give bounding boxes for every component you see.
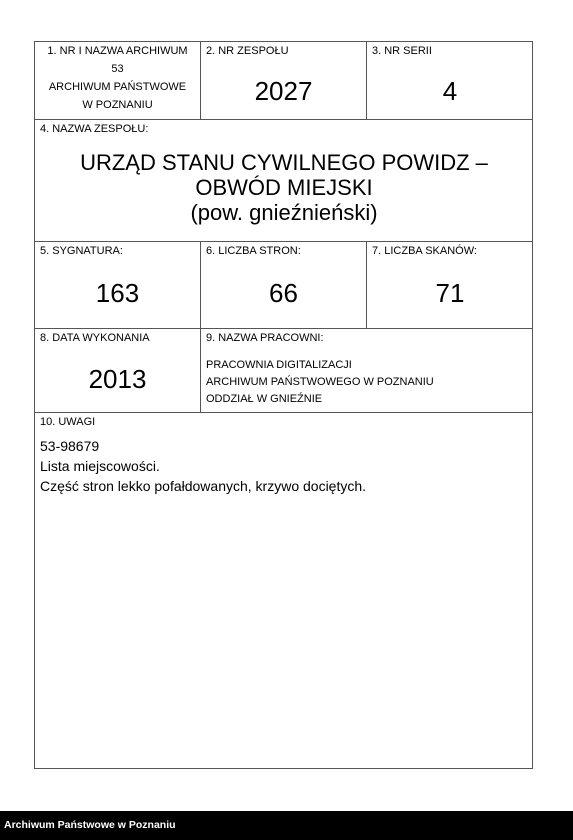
fonds-number-label: 2. NR ZESPOŁU — [206, 45, 289, 57]
scan-count-label: 7. LICZBA SKANÓW: — [372, 245, 477, 257]
page-count-value: 66 — [269, 278, 298, 308]
series-number-cell — [367, 42, 533, 120]
signature-value: 163 — [95, 278, 140, 308]
page-count-label: 6. LICZBA STRON: — [206, 245, 301, 257]
scan-count-value: 71 — [435, 278, 465, 308]
remarks-text — [40, 436, 366, 496]
fonds-name-line1: URZĄD STANU CYWILNEGO POWIDZ – — [80, 150, 488, 175]
fonds-name-line3: (pow. gnieźnieński) — [190, 200, 378, 225]
fonds-name-title — [35, 150, 533, 225]
series-number-label: 3. NR SERII — [372, 45, 432, 57]
series-number-value: 4 — [442, 76, 458, 106]
archive-info — [37, 42, 198, 114]
footer-text: Archiwum Państwowe w Poznaniu — [4, 819, 176, 831]
workshop-line3: ODDZIAŁ W GNIEŹNIE — [206, 393, 323, 405]
archive-number: 53 — [111, 63, 124, 75]
scan-count-cell — [367, 242, 533, 329]
page-count-cell — [201, 242, 367, 329]
remarks-line1: 53-98679 — [40, 438, 100, 454]
archive-cell — [35, 42, 201, 120]
remarks-line3: Część stron lekko pofałdowanych, krzywo dociętych. — [40, 478, 367, 494]
workshop-cell — [201, 329, 533, 413]
fonds-number-cell — [201, 42, 367, 120]
workshop-name — [206, 357, 434, 408]
metadata-card — [34, 41, 533, 769]
execution-date-value: 2013 — [88, 364, 147, 394]
remarks-cell — [35, 413, 533, 769]
signature-label: 5. SYGNATURA: — [40, 245, 123, 257]
signature-cell — [35, 242, 201, 329]
workshop-label: 9. NAZWA PRACOWNI: — [206, 332, 324, 344]
workshop-line2: ARCHIWUM PAŃSTWOWEGO W POZNANIU — [206, 376, 434, 388]
fonds-number-value: 2027 — [254, 76, 313, 106]
fonds-name-line2: OBWÓD MIEJSKI — [195, 175, 373, 200]
remarks-line2: Lista miejscowości. — [40, 458, 160, 474]
execution-date-cell — [35, 329, 201, 413]
archive-name-line1: ARCHIWUM PAŃSTWOWE — [48, 81, 187, 93]
remarks-label: 10. UWAGI — [40, 416, 96, 428]
archive-label: 1. NR I NAZWA ARCHIWUM — [47, 45, 188, 57]
archive-name-line2: W POZNANIU — [82, 99, 153, 111]
execution-date-label: 8. DATA WYKONANIA — [40, 332, 150, 344]
fonds-name-label: 4. NAZWA ZESPOŁU: — [40, 123, 149, 135]
footer-bar — [0, 811, 573, 840]
fonds-name-cell — [35, 120, 533, 242]
workshop-line1: PRACOWNIA DIGITALIZACJI — [206, 359, 352, 371]
